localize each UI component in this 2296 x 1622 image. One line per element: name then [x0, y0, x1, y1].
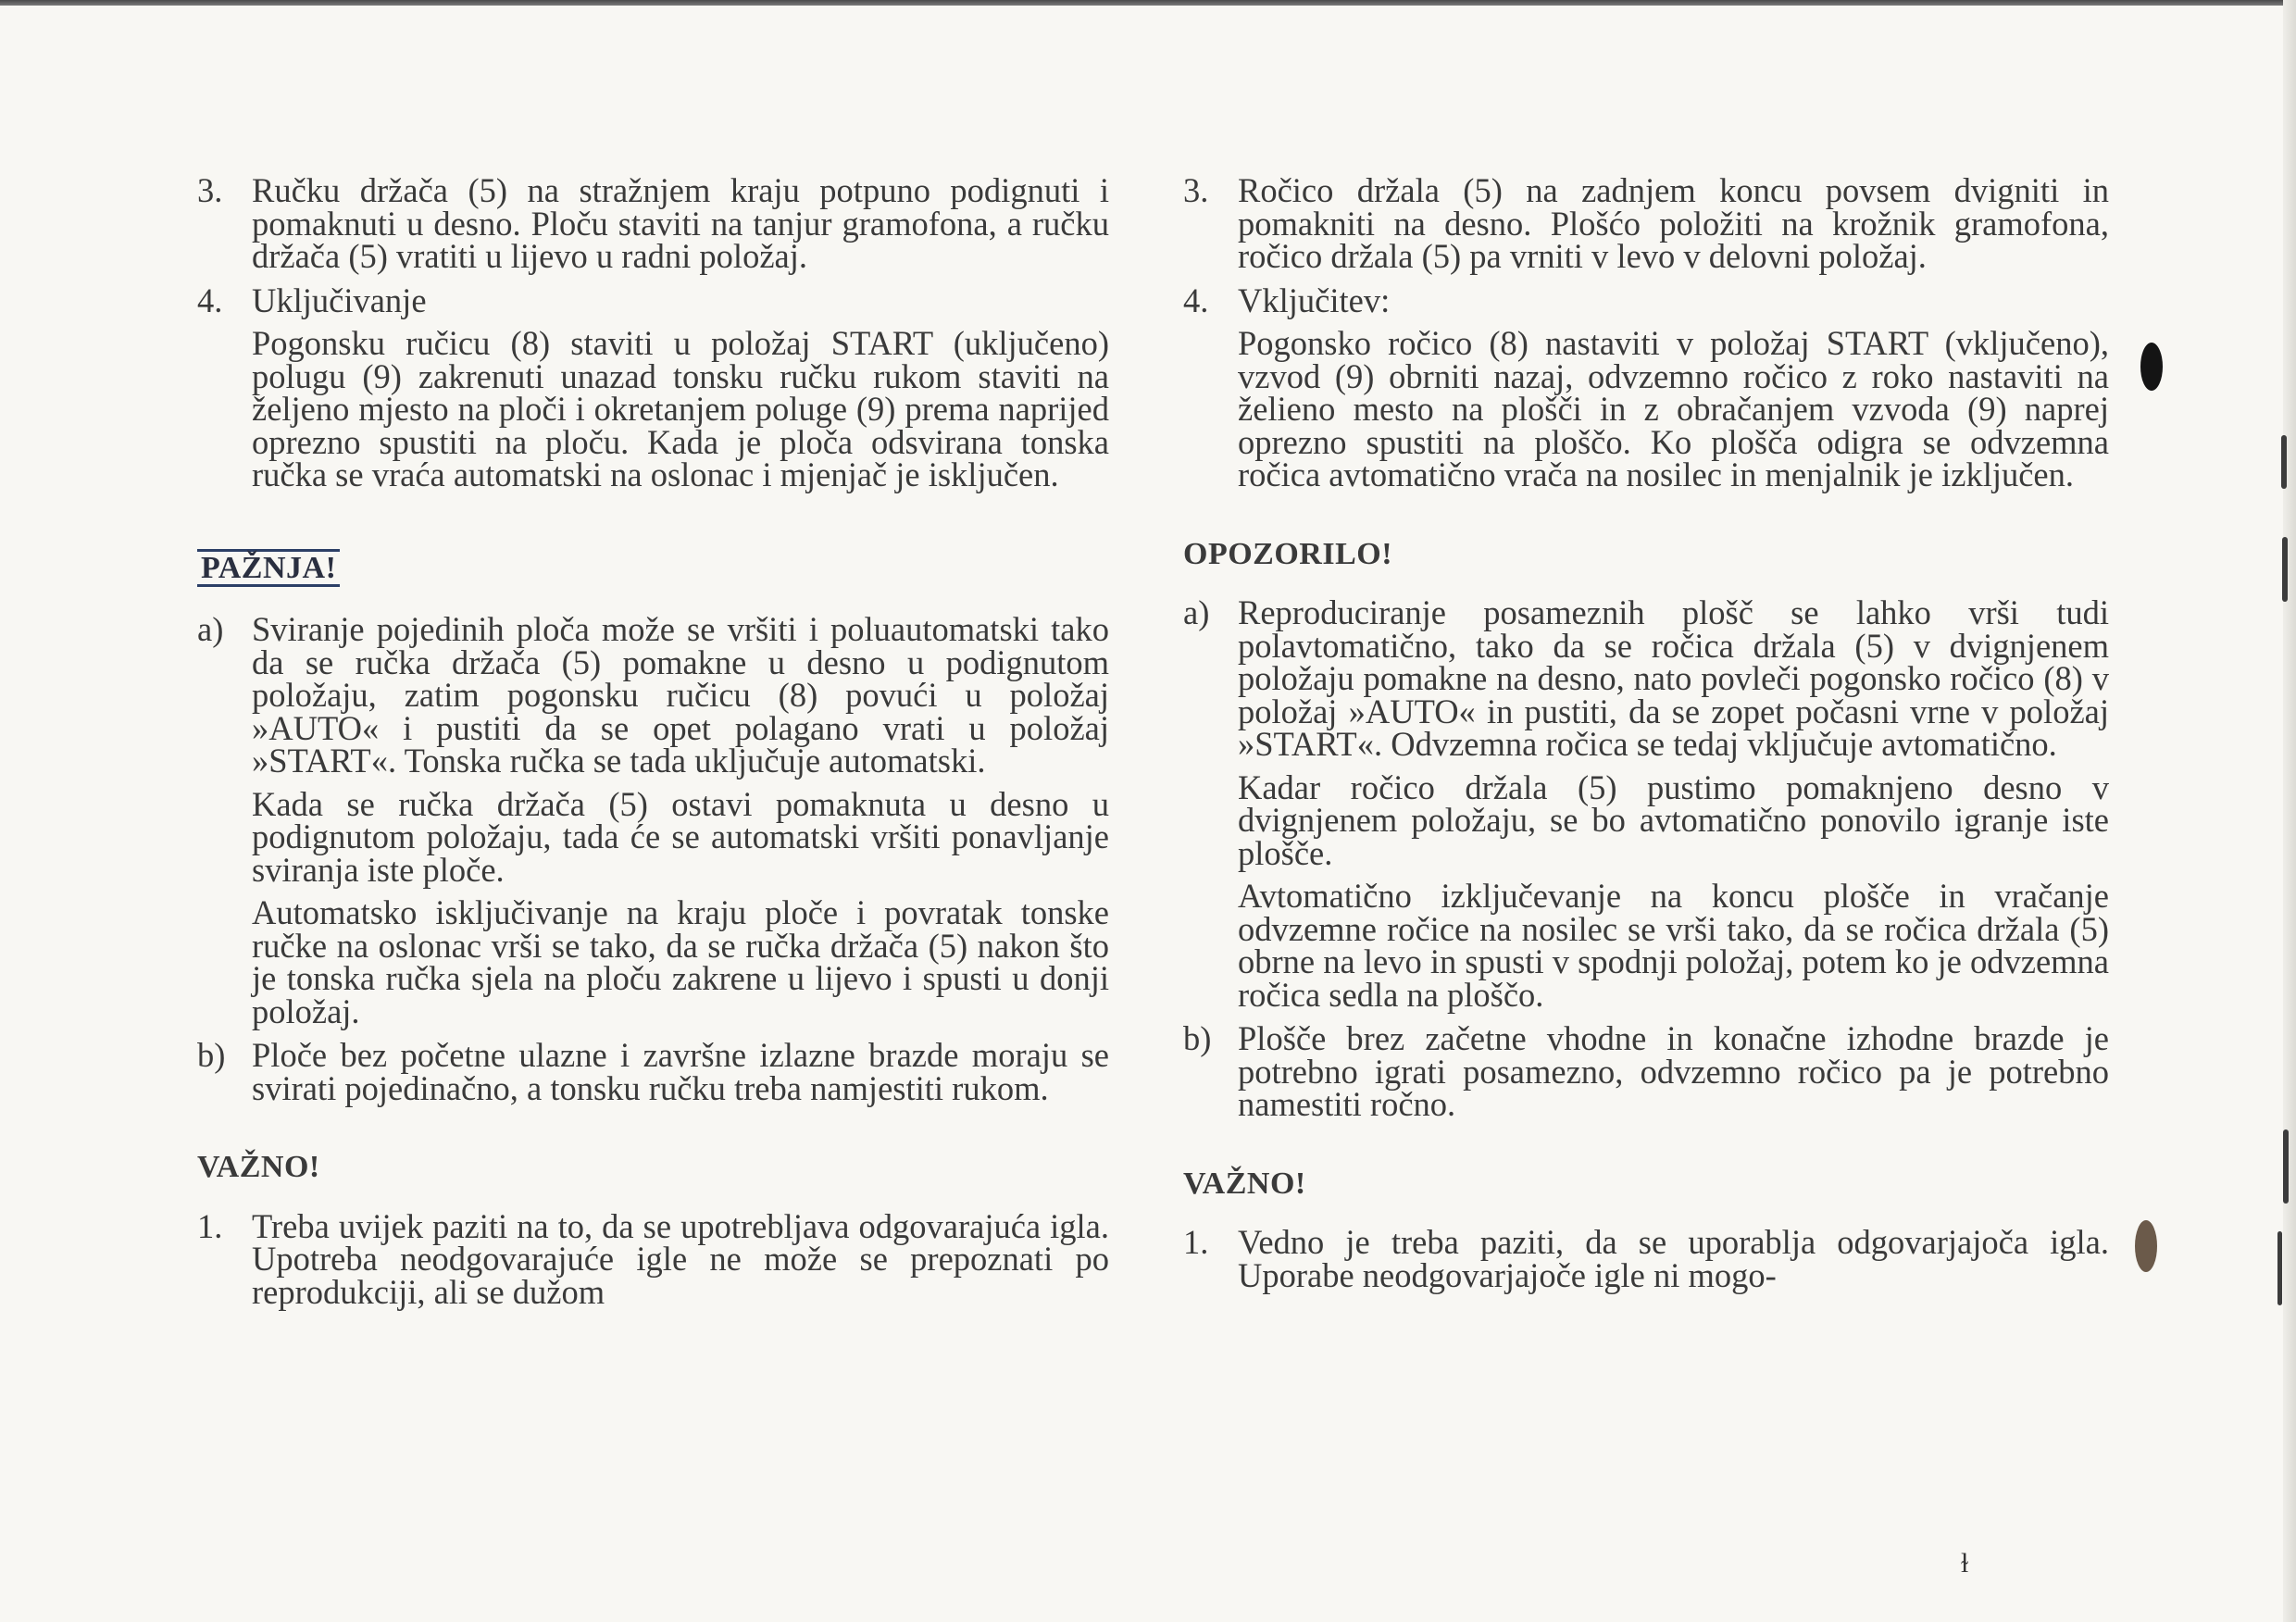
- list-item-number: a): [197, 610, 224, 648]
- warning-list: [197, 610, 1109, 1107]
- paragraph: Automatsko isključivanje na kraju ploče i povratak tonske ručke na oslonac vrši se tako, da se ručka držača (5) nakon što je tonska ručka sjela na ploču zakrene u lijevo i spusti u donji položaj.: [252, 893, 1109, 1030]
- edge-scan-mark: [2282, 537, 2288, 602]
- list-item-body: [252, 1206, 1109, 1311]
- important-heading: VAŽNO!: [197, 1150, 320, 1184]
- paragraph: Vedno je treba paziti, da se uporablja odgovarjajoča igla. Uporabe neodgovarjajoče igle ni mogo-: [1238, 1223, 2109, 1294]
- list-item: [1183, 593, 2109, 1014]
- paragraph: Sviranje pojedinih ploča može se vršiti i poluautomatski tako da se ručka držača (5) pomakne u desno u podignutom položaju, zatim pogonsku ručicu (8) povući u položaj »AUTO« i pustiti da se opet polagano vrati u položaj »START«. Tonska ručka se tada uključuje automatski.: [252, 610, 1109, 780]
- page-corner-mark: ɫ: [1961, 1548, 1969, 1578]
- list-item: [197, 281, 1109, 493]
- list-item-number: 3.: [1183, 171, 1209, 209]
- list-item-body: [252, 610, 1109, 1030]
- paragraph: Reproduciranje posameznih plošč se lahko vrši tudi polavtomatično, tako da se ročica držala (5) v dvignjenem položaju pomakne na desno, nato povleči pogonsko ročico (8) v položaj »AUTO« in pustiti, da se zopet počasni vrne v položaj »START«. Odvzemna ročica se tedaj vključuje avtomatično.: [1238, 593, 2109, 763]
- edge-scan-mark: [2281, 435, 2287, 489]
- important-list: [197, 1206, 1109, 1311]
- paragraph: Avtomatično izključevanje na koncu plošče in vračanje odvzemne ročice na nosilec se vrši tako, da se ročica držala (5) obrne na levo in spusti v spodnji položaj, potem ko je odvzemna ročica sedla na ploščo.: [1238, 877, 2109, 1014]
- right-column-slovenian: [1183, 171, 2109, 1303]
- list-item-number: b): [197, 1036, 226, 1074]
- list-item-number: 1.: [1183, 1223, 1209, 1261]
- list-item-number: 4.: [197, 281, 223, 319]
- list-item: [197, 610, 1109, 1030]
- list-item-number: a): [1183, 593, 1210, 631]
- list-item: [1183, 1223, 2109, 1294]
- important-heading: VAŽNO!: [1183, 1166, 1306, 1201]
- page-right-edge: [2283, 0, 2296, 1622]
- list-item-body: [252, 1036, 1109, 1107]
- paragraph: Ručku držača (5) na stražnjem kraju potpuno podignuti i pomaknuti u desno. Ploču staviti na tanjur gramofona, a ručku držača (5) vratiti u lijevo u radni položaj.: [252, 171, 1109, 275]
- paragraph: Pogonsku ručicu (8) staviti u položaj START (uključeno) polugu (9) zakrenuti unazad tonsku ručku rukom staviti na željeno mjesto na ploči i okretanjem poluge (9) prema naprijed oprezno spustiti na ploču. Kada je ploča odsvirana tonska ručka se vraća automatski na oslonac i mjenjač je isključen.: [252, 324, 1109, 493]
- intro-list: [1183, 171, 2109, 493]
- list-item: [197, 1206, 1109, 1311]
- warning-heading: OPOZORILO!: [1183, 536, 1393, 571]
- list-item-number: 3.: [197, 171, 223, 209]
- list-item-body: [1238, 281, 2109, 493]
- list-item-body: [1238, 1019, 2109, 1123]
- edge-scan-mark: [2277, 1231, 2282, 1305]
- paragraph: Ročico držala (5) na zadnjem koncu povsem dvigniti in pomakniti na desno. Plošćo položiti na krožnik gramofona, ročico držala (5) pa vrniti v levo v delovni položaj.: [1238, 171, 2109, 275]
- paragraph: Ploče bez početne ulazne i završne izlazne brazde moraju se svirati pojedinačno, a tonsku ručku treba namjestiti rukom.: [252, 1036, 1109, 1107]
- paragraph: Kada se ručka držača (5) ostavi pomaknuta u desno u podignutom položaju, tada će se automatski vršiti ponavljanje sviranja iste ploče.: [252, 784, 1109, 889]
- binder-hole-mark: [2135, 1220, 2157, 1272]
- list-item: [1183, 171, 2109, 275]
- binder-hole-mark: [2140, 343, 2163, 391]
- paragraph: Uključivanje: [252, 281, 427, 319]
- intro-list: [197, 171, 1109, 493]
- paragraph: Vključitev:: [1238, 281, 1391, 319]
- list-item: [197, 171, 1109, 275]
- list-item-body: [1238, 1223, 2109, 1294]
- list-item-body: [252, 281, 1109, 493]
- list-item: [1183, 281, 2109, 493]
- list-item: [1183, 1019, 2109, 1123]
- list-item-body: [252, 171, 1109, 275]
- list-item-number: 4.: [1183, 281, 1209, 319]
- warning-list: [1183, 593, 2109, 1123]
- paragraph: Kadar ročico držala (5) pustimo pomaknjeno desno v dvignjenem položaju, se bo avtomatično ponovilo igranje iste plošče.: [1238, 767, 2109, 872]
- top-edge-rule: [0, 0, 2296, 6]
- warning-heading: PAŽNJA!: [197, 549, 340, 588]
- paragraph: Pogonsko ročico (8) nastaviti v položaj START (vključeno), vzvod (9) obrniti nazaj, odvzemno ročico z roko nastaviti na želieno mesto na plošči in z obračanjem vzvoda (9) naprej oprezno spustiti na ploščo. Ko plošča odigra se odvzemna ročica avtomatično vrača na nosilec in menjalnik je izključen.: [1238, 324, 2109, 493]
- list-item: [197, 1036, 1109, 1107]
- left-column-croatian: [197, 171, 1109, 1319]
- list-item-number: b): [1183, 1019, 1212, 1057]
- important-list: [1183, 1223, 2109, 1294]
- paragraph: Treba uvijek paziti na to, da se upotrebljava odgovarajuća igla. Upotreba neodgovarajuće igle ne može se prepoznati po reprodukciji, ali se dužom: [252, 1206, 1109, 1311]
- list-item-body: [1238, 171, 2109, 275]
- edge-scan-mark: [2283, 1129, 2289, 1204]
- paragraph: Plošče brez začetne vhodne in konačne izhodne brazde je potrebno igrati posamezno, odvzemno ročico pa je potrebno namestiti ročno.: [1238, 1019, 2109, 1123]
- list-item-number: 1.: [197, 1206, 223, 1245]
- list-item-body: [1238, 593, 2109, 1014]
